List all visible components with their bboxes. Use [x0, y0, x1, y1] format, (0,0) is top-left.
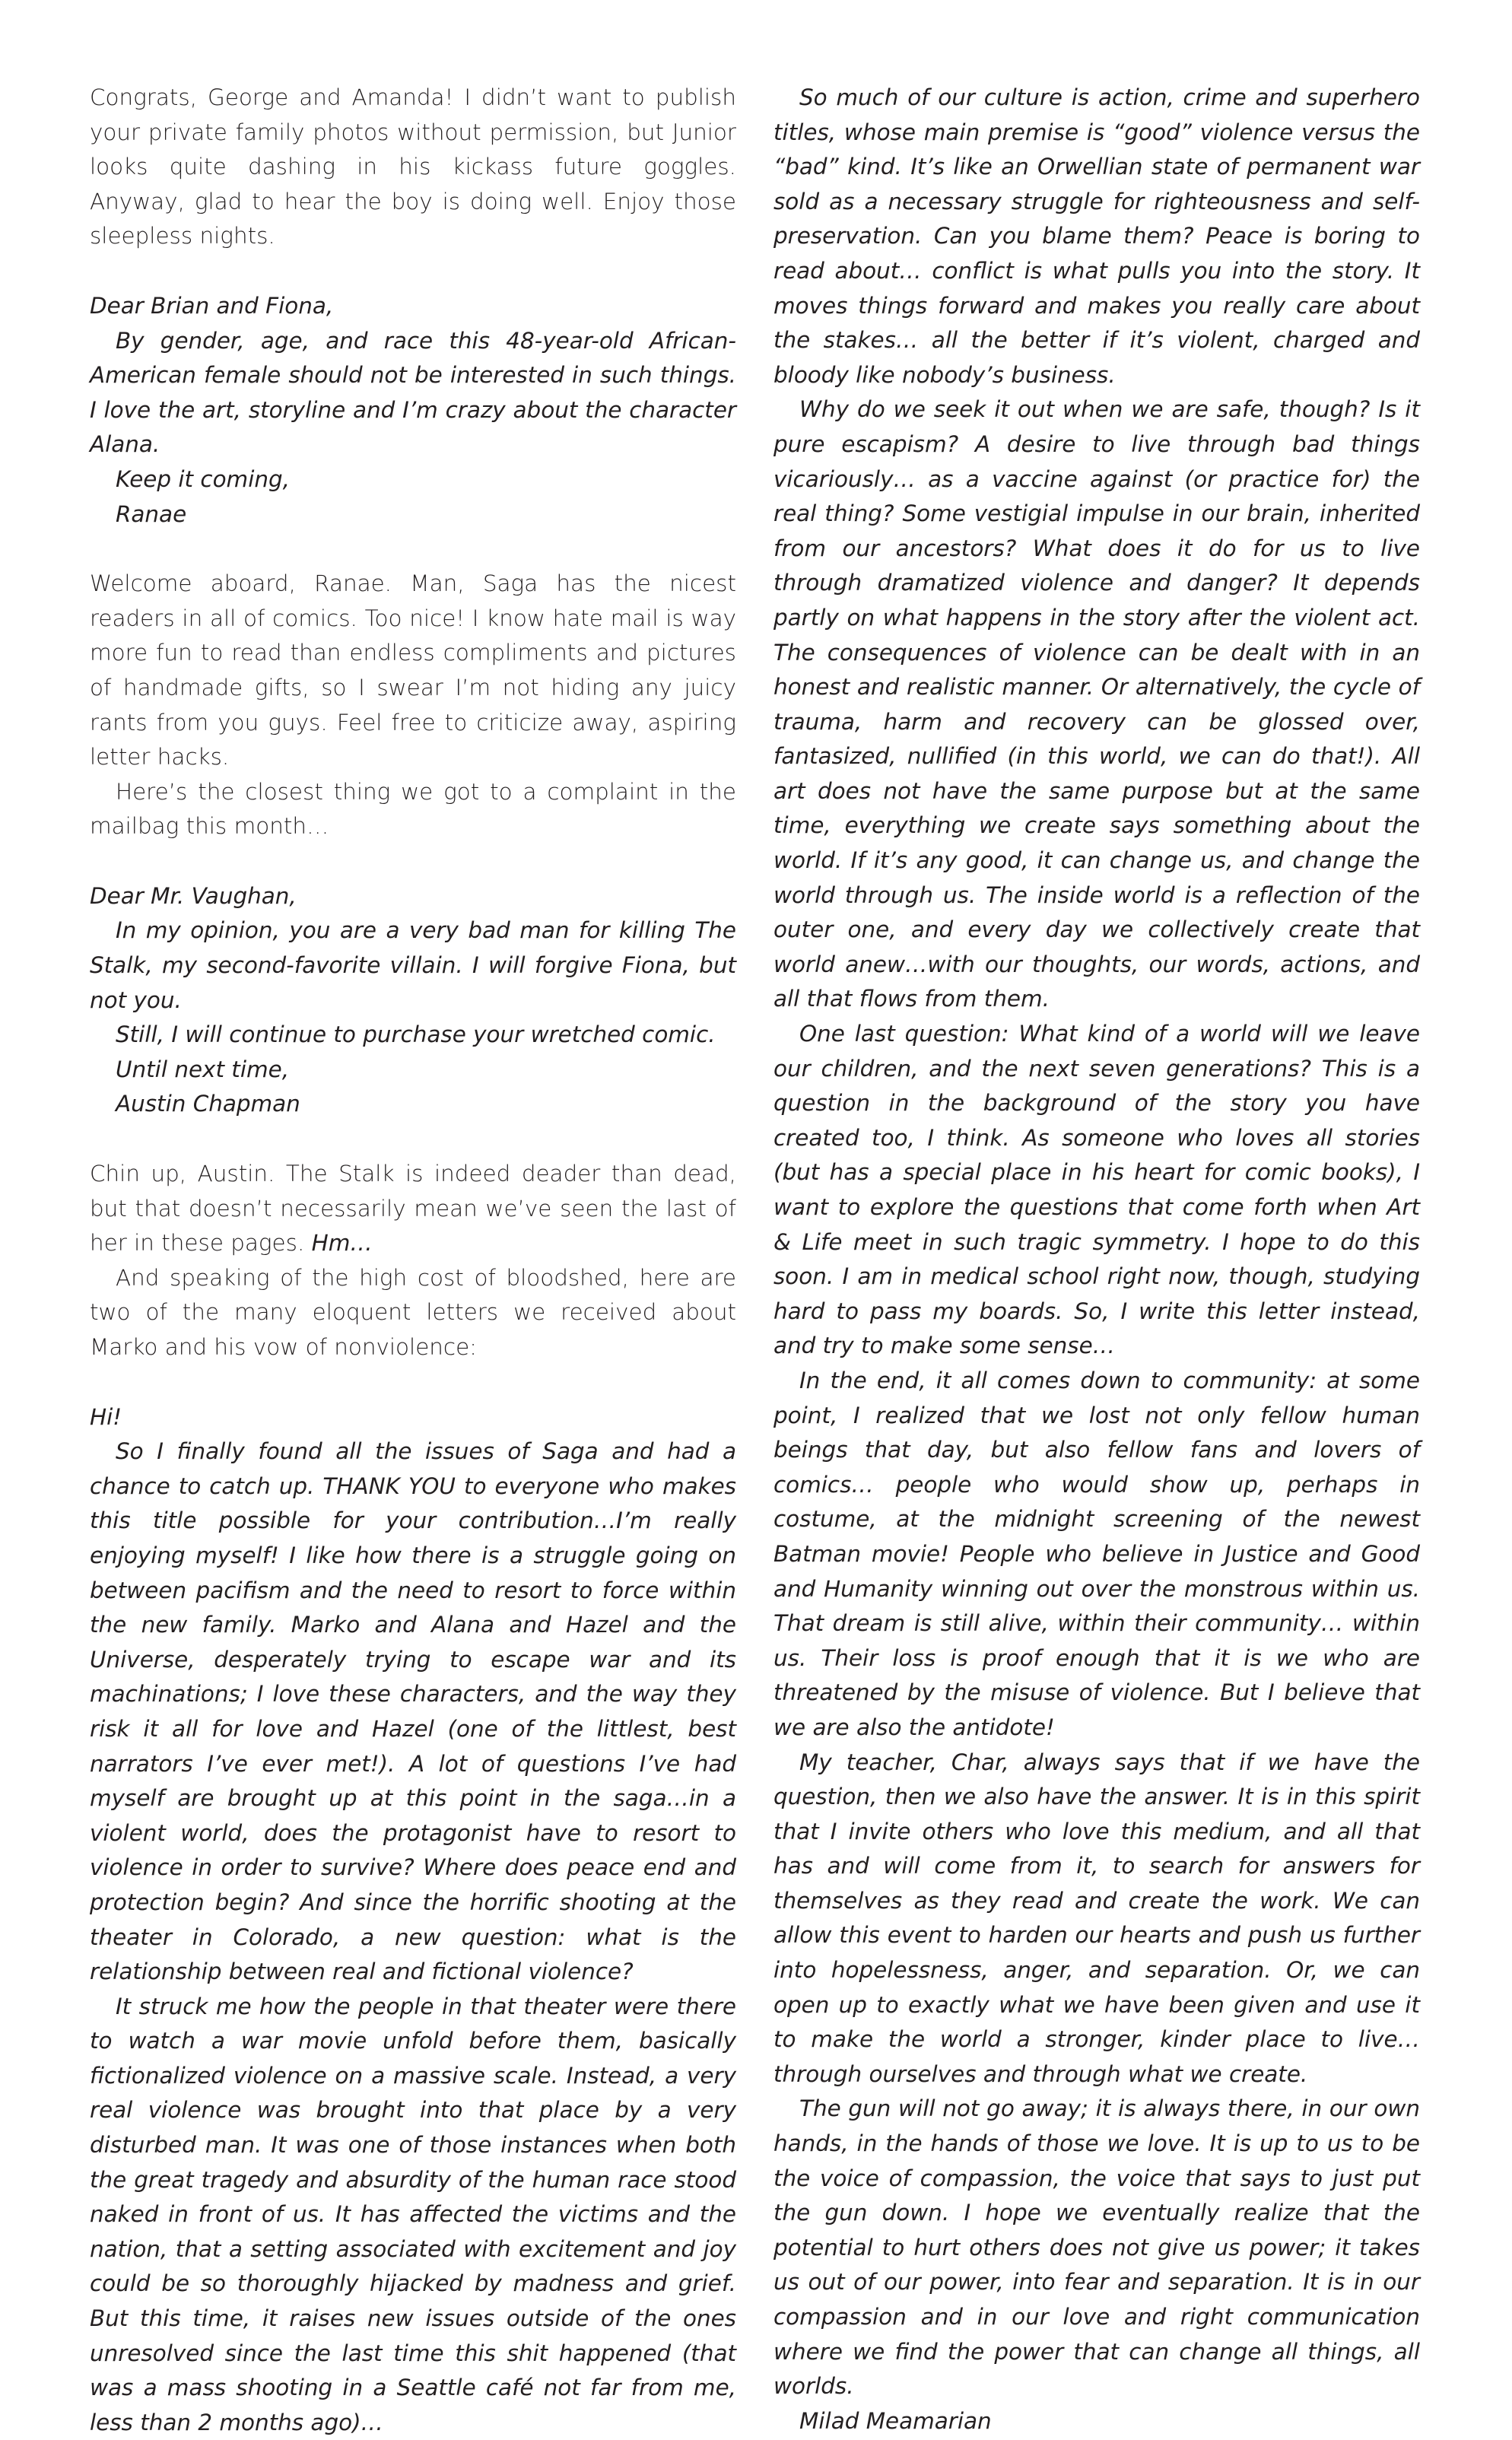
austin-letter-body: In my opinion, you are a very bad man for killing The Stalk, my second-favorite villain. I will forgive Fiona, but not you. — [90, 917, 736, 1013]
austin-closing: Until next time, — [116, 1056, 290, 1082]
left-column — [90, 81, 736, 2440]
george-reply: Congrats, George and Amanda! I didn’t want to publish your private family photos without permission, but Junior looks quite dashing in his kickass future goggles. Anyway, glad to hear the boy is doing well. Enjoy those sleepless nights. — [90, 84, 736, 249]
austin-reply-text: Chin up, Austin. The Stalk is indeed deader than dead, but that doesn’t necessarily mean we’ve seen the last of her in these pages. — [90, 1161, 736, 1257]
milad-signature: Milad Meamarian — [799, 2407, 992, 2434]
ranae-letter-body: By gender, age, and race this 48-year-old African-American female should not be interested in such things. I love the art, storyline and I’m crazy about the character Alana. — [90, 327, 736, 458]
austin-signature: Austin Chapman — [116, 1091, 300, 1117]
ranae-closing: Keep it coming, — [116, 465, 290, 492]
milad-paragraph-1: So I finally found all the issues of Saga and had a chance to catch up. THANK YOU to everyone who makes this title possible for your contribution…I’m really enjoying myself! I like how there is a struggle going on between pacifism and the need to resort to force within the new family. Marko and Alana and Hazel and the Universe, desperately trying to escape war and its machinations; I love these characters, and the way they risk it all for love and Hazel (one of the littlest, best narrators I’ve ever met!). A lot of questions I’ve had myself are brought up at this point in the saga…in a violent world, does the protagonist have to resort to violence in order to survive? Where does peace end and protection begin? And since the horrific shooting at the theater in Colorado, a new question: what is the relationship between real and fictional violence? — [90, 1438, 736, 1985]
milad-paragraph-7: My teacher, Char, always says that if we have the question, then we also have the answer. It is in this spirit that I invite others who love this medium, and all that has and will come from it, to search for answers for themselves as they read and create the work. We can allow this event to harden our hearts and push us further into hopelessness, anger, and separation. Or, we can open up to exactly what we have been given and use it to make the world a stronger, kinder place to live… through ourselves and through what we create. — [773, 1749, 1420, 2087]
ranae-reply: Welcome aboard, Ranae. Man, Saga has the nicest readers in all of comics. Too nice! I know hate mail is way more fun to read than endless compliments and pictures of handmade gifts, so I swear I’m not hiding any juicy rants from you guys. Feel free to criticize away, aspiring letter hacks. — [90, 570, 736, 770]
milad-salutation: Hi! — [90, 1403, 122, 1430]
milad-paragraph-5: One last question: What kind of a world will we leave our children, and the next seven generations? This is a question in the background of the story you have created too, I think. As someone who loves all stories (but has a special place in his heart for comic books), I want to explore the questions that come forth when Art & Life meet in such tragic symmetry. I hope to do this soon. I am in medical school right now, though, studying hard to pass my boards. So, I write this letter instead, and try to make some sense… — [773, 1021, 1420, 1359]
austin-reply — [90, 1157, 736, 1261]
milad-paragraph-4: Why do we seek it out when we are safe, though? Is it pure escapism? A desire to live through bad things vicariously… as a vaccine against (or practice for) the real thing? Some vestigial impulse in our brain, inherited from our ancestors? What does it do for us to live through dramatized violence and danger? It depends partly on what happens in the story after the violent act. The consequences of violence can be dealt with in an honest and realistic manner. Or alternatively, the cycle of trauma, harm and recovery can be glossed over, fantasized, nullified (in this world, we can do that!). All art does not have the same purpose but at the same time, everything we create says something about the world. If it’s any good, it can change us, and change the world through us. The inside world is a reflection of the outer one, and every day we collectively create that world anew…with our thoughts, our words, actions, and all that flows from them. — [773, 396, 1420, 1012]
austin-reply-followup: And speaking of the high cost of bloodshed, here are two of the many eloquent letters we received about Marko and his vow of nonviolence: — [90, 1264, 736, 1360]
austin-salutation: Dear Mr. Vaughan, — [90, 882, 297, 909]
austin-letter-line: Still, I will continue to purchase your wretched comic. — [116, 1021, 716, 1048]
milad-paragraph-2: It struck me how the people in that theater were there to watch a war movie unfold before them, basically fictionalized violence on a massive scale. Instead, a very real violence was brought into that place by a very disturbed man. It was one of those instances when both the great tragedy and absurdity of the human race stood naked in front of us. It has affected the victims and the nation, that a setting associated with excitement and joy could be so thoroughly hijacked by madness and grief. But this time, it raises new issues outside of the ones unresolved since the last time this shit happened (that was a mass shooting in a Seattle café not far from me, less than 2 months ago)… — [90, 1993, 736, 2435]
milad-paragraph-3: So much of our culture is action, crime and superhero titles, whose main premise is “good” violence versus the “bad” kind. It’s like an Orwellian state of permanent war sold as a necessary struggle for righteousness and self-preservation. Can you blame them? Peace is boring to read about… conflict is what pulls you into the story. It moves things forward and makes you really care about the stakes… all the better if it’s violent, charged and bloody like nobody’s business. — [773, 84, 1420, 388]
ranae-reply-followup: Here’s the closest thing we got to a complaint in the mailbag this month… — [90, 778, 736, 840]
ranae-signature: Ranae — [116, 500, 187, 527]
austin-reply-aside: Hm… — [311, 1230, 373, 1257]
milad-paragraph-6: In the end, it all comes down to community: at some point, I realized that we lost not only fellow human beings that day, but also fellow fans and lovers of comics… people who would show up, perhaps in costume, at the midnight screening of the newest Batman movie! People who believe in Justice and Good and Humanity winning out over the monstrous within us. That dream is still alive, within their community… within us. Their loss is proof enough that it is we who are threatened by the misuse of violence. But I believe that we are also the antidote! — [773, 1367, 1420, 1740]
milad-paragraph-8: The gun will not go away; it is always there, in our own hands, in the hands of those we love. It is up to us to be the voice of compassion, the voice that says to just put the gun down. I hope we eventually realize that the potential to hurt others does not give us power; it takes us out of our power, into fear and separation. It is in our compassion and in our love and right communication where we find the power that can change all things, all worlds. — [773, 2095, 1420, 2400]
ranae-salutation: Dear Brian and Fiona, — [90, 292, 334, 319]
right-column — [773, 81, 1420, 2438]
